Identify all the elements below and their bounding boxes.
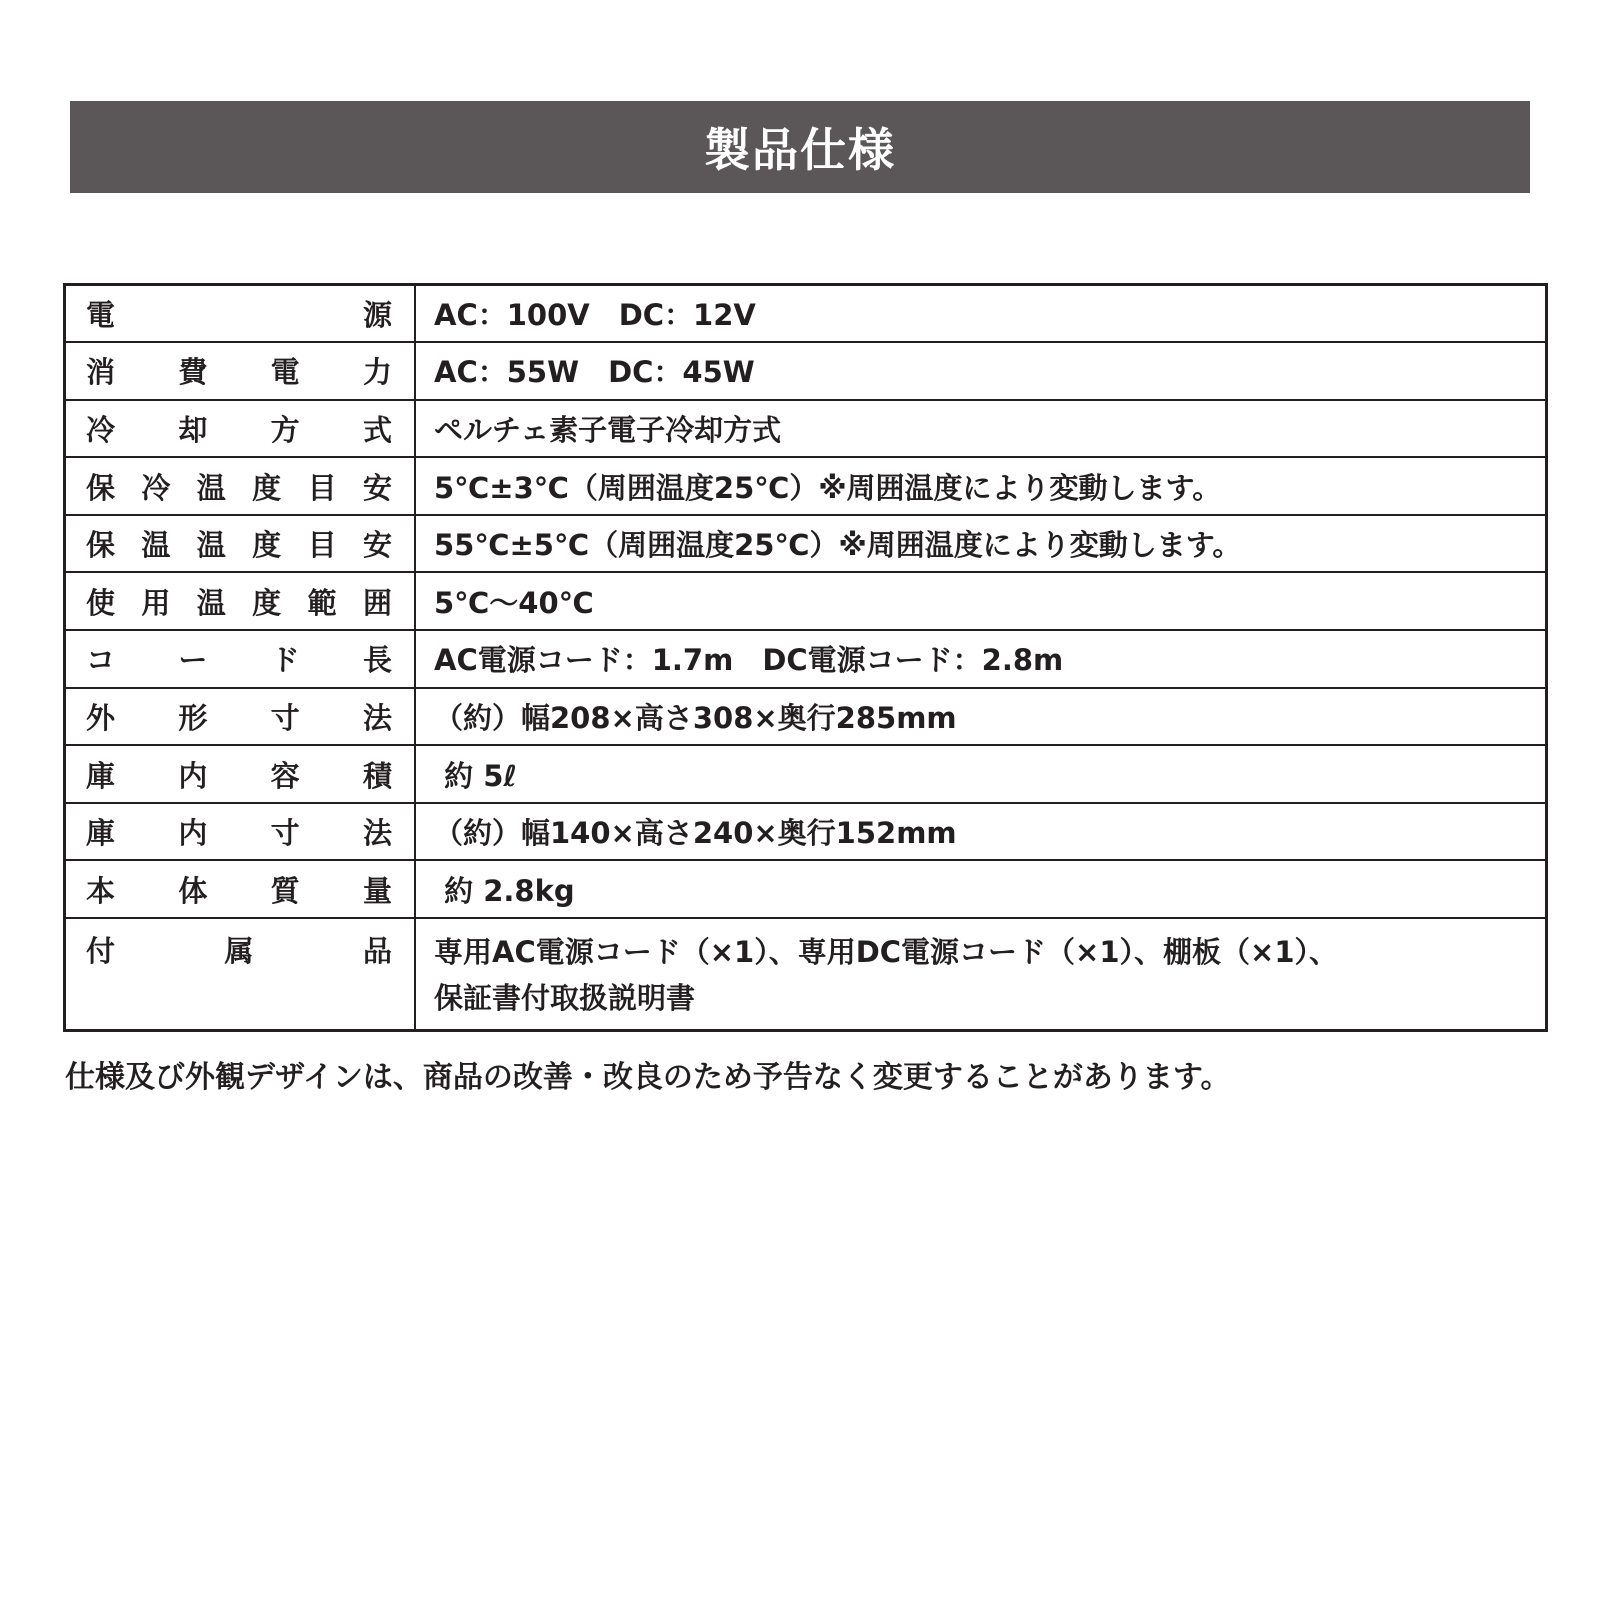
row-value: 5℃〜40℃ (415, 572, 1547, 630)
row-label-text: 付 属 品 (86, 934, 392, 969)
row-value: 約 5ℓ (415, 745, 1547, 803)
page-title: 製品仕様 (70, 101, 1530, 193)
row-value: 55℃±5℃（周囲温度25℃）※周囲温度により変動します。 (415, 515, 1547, 573)
row-label (65, 630, 416, 688)
row-label-text: 庫 内 容 積 (86, 758, 392, 793)
row-value: ペルチェ素子電子冷却方式 (415, 400, 1547, 458)
table-row (65, 515, 1547, 573)
row-value-line-2: 保証書付取扱説明書 (434, 981, 696, 1016)
row-value (415, 918, 1547, 1030)
row-label-text: 本 体 質 量 (86, 873, 392, 908)
row-value-line-1: 専用AC電源コード（×1）、専用DC電源コード（×1）、棚板（×1）、 (434, 935, 1339, 970)
row-value: AC電源コード：1.7m DC電源コード：2.8m (415, 630, 1547, 688)
table-row (65, 860, 1547, 918)
table-row (65, 803, 1547, 861)
row-label-text: 冷 却 方 式 (86, 412, 392, 447)
row-label-text: 使 用 温 度 範 囲 (86, 585, 392, 620)
row-value: （約）幅208×高さ308×奥行285mm (415, 688, 1547, 746)
table-row (65, 400, 1547, 458)
table-row (65, 688, 1547, 746)
row-label (65, 457, 416, 515)
row-label (65, 803, 416, 861)
row-label-text: 保 温 温 度 目 安 (86, 528, 392, 563)
table-row (65, 457, 1547, 515)
row-label (65, 688, 416, 746)
row-value: AC：100V DC：12V (415, 285, 1547, 343)
row-label (65, 745, 416, 803)
row-label (65, 860, 416, 918)
table-row (65, 918, 1547, 1030)
spec-table (63, 283, 1548, 1032)
row-value: AC：55W DC：45W (415, 342, 1547, 400)
row-value: 約 2.8kg (415, 860, 1547, 918)
row-value: 5℃±3℃（周囲温度25℃）※周囲温度により変動します。 (415, 457, 1547, 515)
table-row (65, 342, 1547, 400)
row-label (65, 572, 416, 630)
row-label (65, 515, 416, 573)
row-label-text: 消 費 電 力 (86, 355, 392, 390)
row-value: （約）幅140×高さ240×奥行152mm (415, 803, 1547, 861)
row-label-text: コ ー ド 長 (86, 643, 392, 678)
table-row (65, 285, 1547, 343)
row-label-text: 電 源 (86, 298, 392, 333)
table-row (65, 630, 1547, 688)
row-label-text: 保 冷 温 度 目 安 (86, 470, 392, 505)
row-label-text: 庫 内 寸 法 (86, 816, 392, 851)
table-row (65, 745, 1547, 803)
footnote: 仕様及び外観デザインは、商品の改善・改良のため予告なく変更することがあります。 (65, 1060, 1231, 1095)
row-label-text: 外 形 寸 法 (86, 700, 392, 735)
row-label (65, 400, 416, 458)
table-row (65, 572, 1547, 630)
row-label (65, 918, 416, 1030)
row-label (65, 285, 416, 343)
row-label (65, 342, 416, 400)
